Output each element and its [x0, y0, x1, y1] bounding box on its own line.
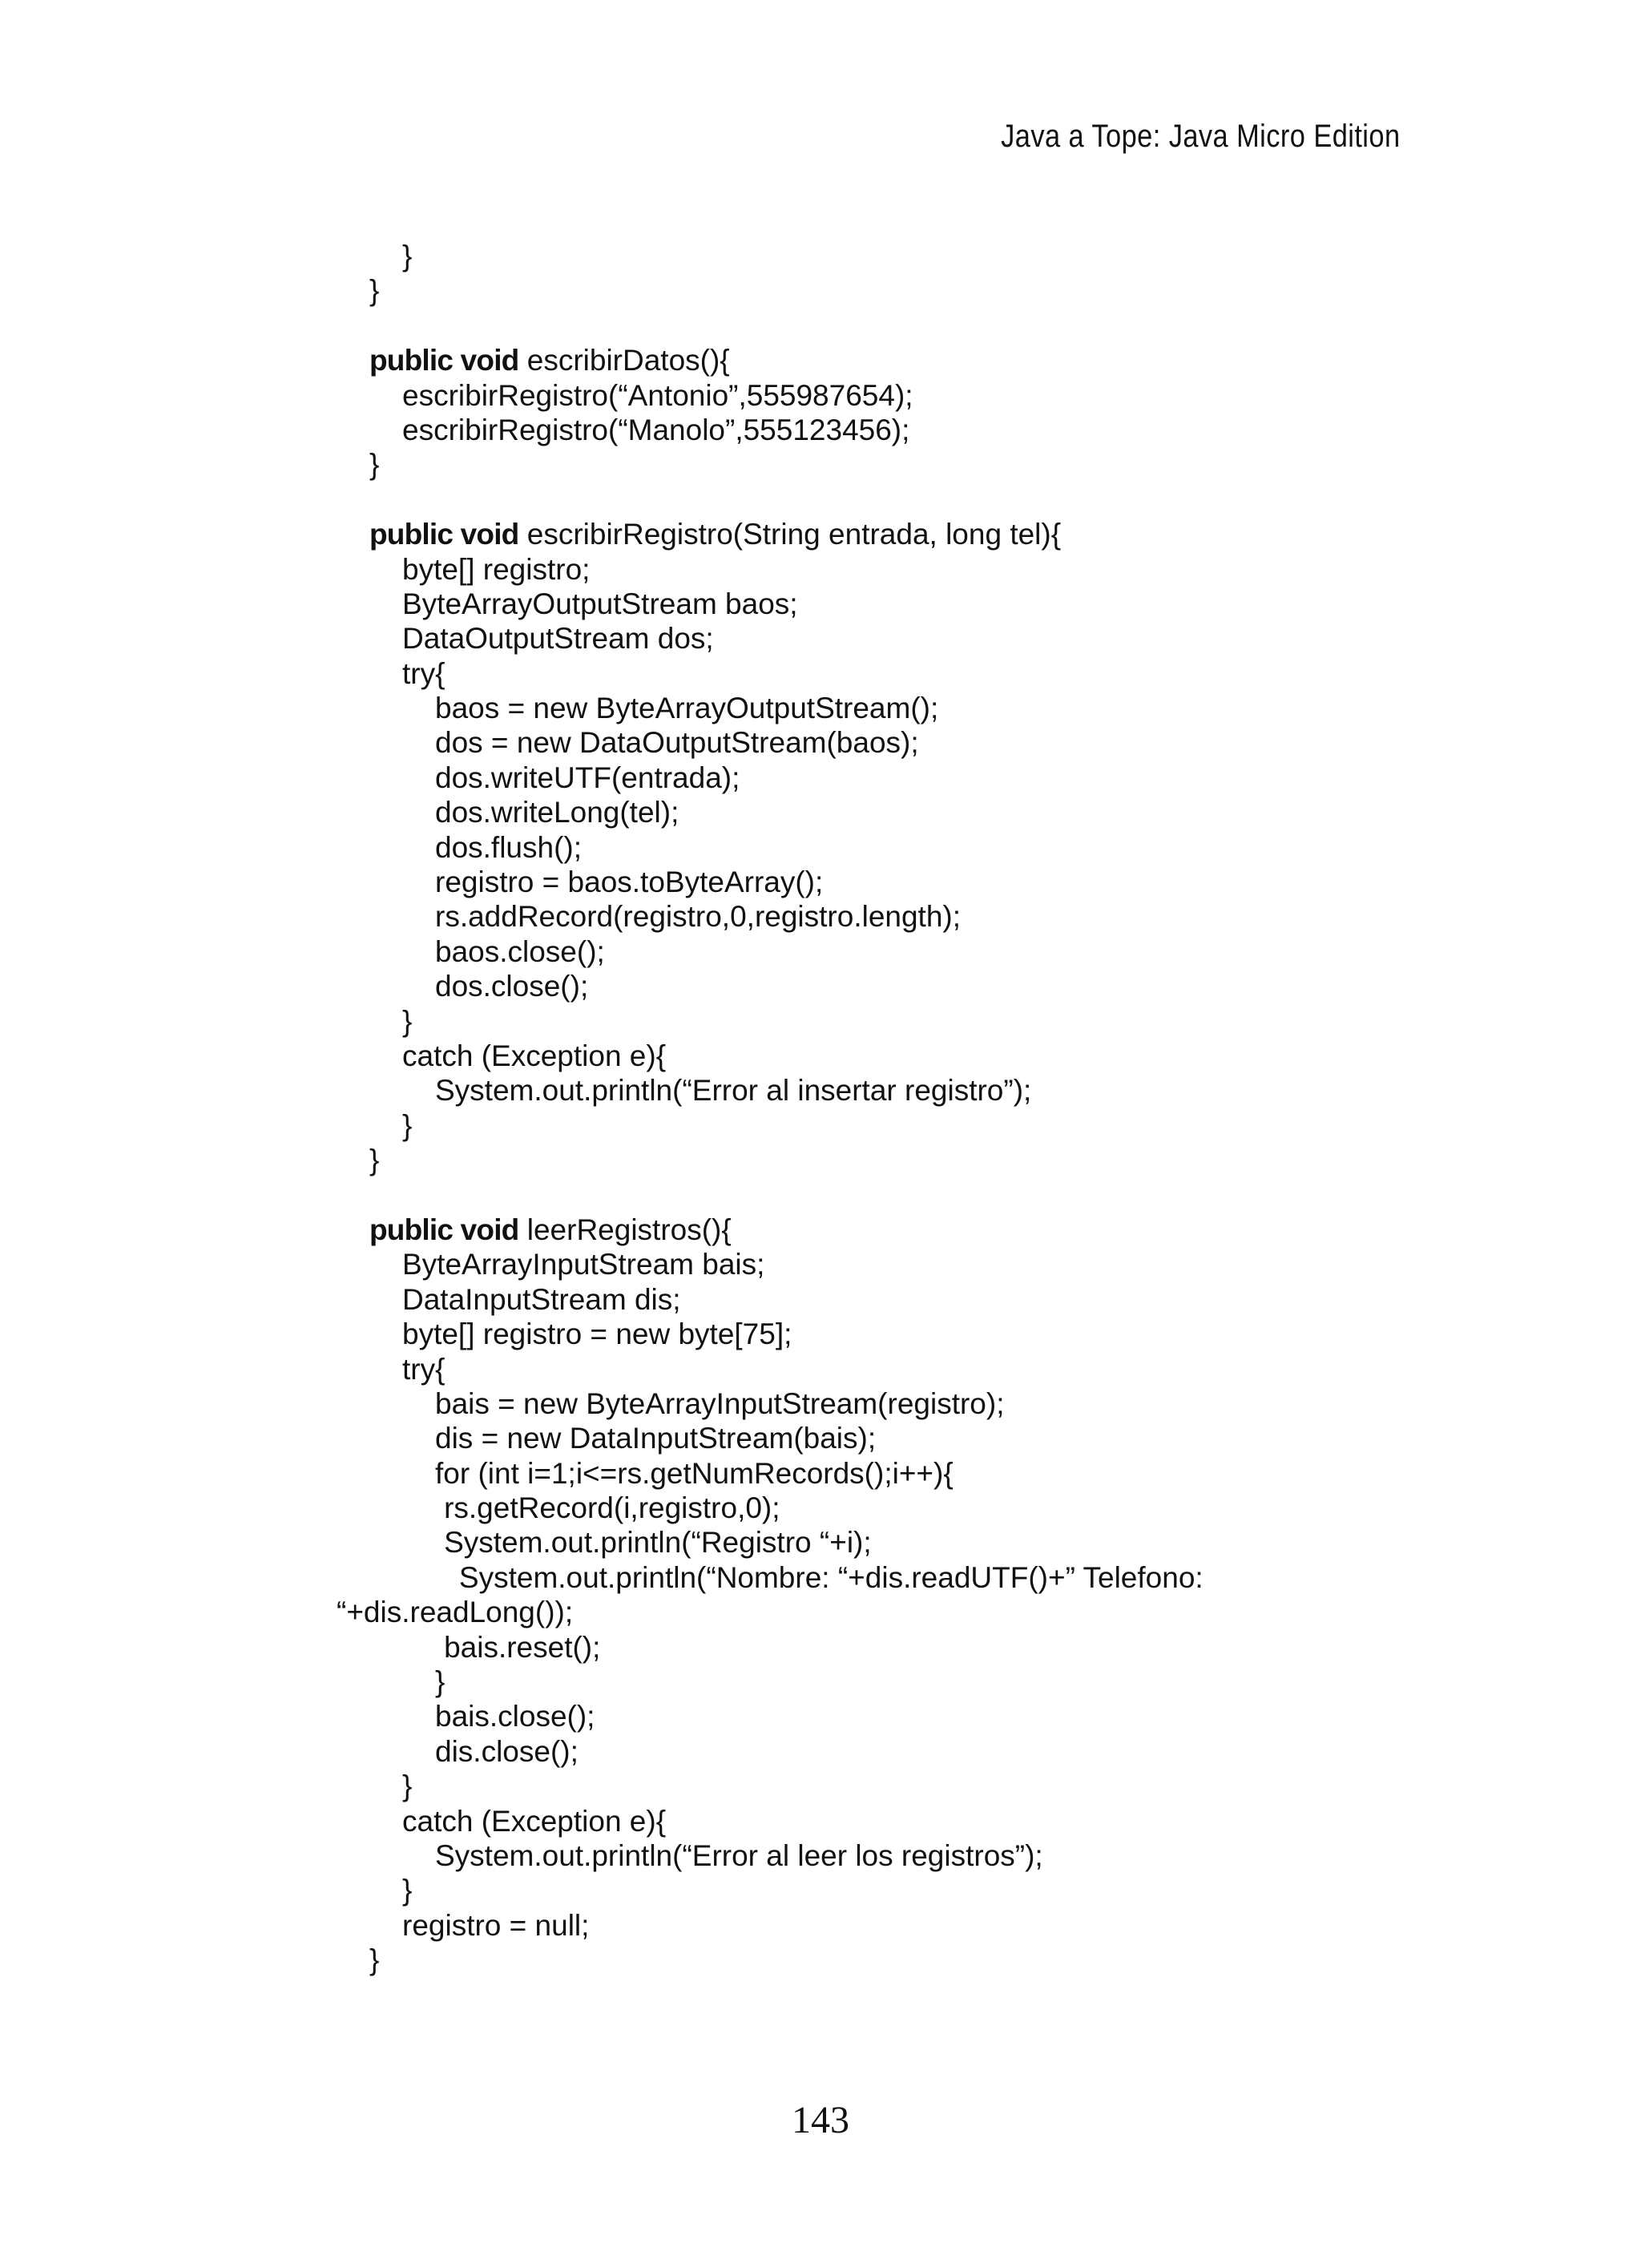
code-line	[337, 239, 1587, 273]
code-line	[337, 273, 1587, 308]
code-line	[337, 1630, 1587, 1665]
code-listing	[337, 239, 1587, 1978]
code-line	[337, 1421, 1587, 1455]
code-text: registro = null;	[402, 1908, 590, 1942]
code-line	[337, 1908, 1587, 1943]
code-line	[337, 1491, 1587, 1525]
code-line	[337, 1247, 1587, 1281]
code-text: escribirRegistro(“Manolo”,555123456);	[402, 413, 910, 446]
code-line	[337, 969, 1587, 1003]
code-text: DataInputStream dis;	[402, 1282, 681, 1316]
code-line	[337, 482, 1587, 517]
code-text: bais.reset();	[444, 1630, 601, 1664]
code-line	[337, 1665, 1587, 1699]
code-line	[337, 830, 1587, 865]
code-text: }	[402, 1108, 413, 1142]
code-line	[337, 1769, 1587, 1803]
code-line	[337, 1943, 1587, 1977]
code-text: }	[369, 1943, 380, 1977]
code-text: }	[402, 1004, 413, 1038]
code-text: baos = new ByteArrayOutputStream();	[435, 692, 939, 725]
code-text: baos.close();	[435, 934, 605, 968]
code-line	[337, 378, 1587, 413]
code-line	[337, 1317, 1587, 1351]
code-text: }	[435, 1665, 446, 1699]
code-text: ByteArrayInputStream bais;	[402, 1248, 765, 1281]
code-line	[337, 413, 1587, 447]
code-text: dos.flush();	[435, 830, 583, 864]
running-header: Java a Tope: Java Micro Edition	[1001, 119, 1401, 154]
code-text: bais.close();	[435, 1700, 595, 1733]
code-text: bais = new ByteArrayInputStream(registro);	[435, 1386, 1005, 1420]
code-line	[337, 865, 1587, 899]
code-text: }	[369, 448, 380, 482]
code-line	[337, 899, 1587, 934]
code-line	[337, 552, 1587, 587]
code-line	[337, 1004, 1587, 1039]
code-text: byte[] registro = new byte[75];	[402, 1318, 792, 1351]
code-line	[337, 447, 1587, 482]
code-text: }	[402, 240, 413, 272]
code-line	[337, 1525, 1587, 1560]
code-line	[337, 691, 1587, 725]
code-line	[337, 621, 1587, 656]
code-line	[337, 343, 1587, 377]
code-line	[337, 1282, 1587, 1317]
code-line	[337, 1734, 1587, 1769]
code-text: escribirRegistro(“Antonio”,555987654);	[402, 378, 913, 412]
code-text: dos = new DataOutputStream(baos);	[435, 726, 919, 760]
code-text: for (int i=1;i<=rs.getNumRecords();i++){	[435, 1456, 954, 1490]
code-line	[337, 1699, 1587, 1733]
code-line	[337, 795, 1587, 829]
code-line	[337, 1143, 1587, 1177]
code-text: dos.close();	[435, 970, 589, 1003]
code-line	[337, 934, 1587, 969]
code-line	[337, 1595, 1587, 1629]
code-text: try{	[402, 1352, 446, 1386]
code-line	[337, 1386, 1587, 1421]
code-text: registro = baos.toByteArray();	[435, 866, 824, 899]
code-line	[337, 1873, 1587, 1907]
code-line	[337, 1108, 1587, 1143]
code-text: System.out.println(“Nombre: “+dis.readUTF()+” Telefono:	[458, 1560, 1204, 1594]
code-text: rs.addRecord(registro,0,registro.length);	[435, 900, 962, 934]
code-text: System.out.println(“Error al insertar registro”);	[435, 1074, 1032, 1108]
code-line	[337, 761, 1587, 795]
code-text: dos.writeLong(tel);	[435, 796, 679, 829]
code-text: byte[] registro;	[402, 552, 591, 586]
code-line	[337, 1073, 1587, 1108]
code-text: ByteArrayOutputStream baos;	[402, 587, 798, 620]
code-text: }	[369, 1144, 380, 1177]
code-text: escribirDatos(){	[518, 344, 730, 377]
code-text: catch (Exception e){	[402, 1804, 667, 1838]
code-text: }	[402, 1874, 413, 1907]
code-line	[337, 1804, 1587, 1838]
code-text: System.out.println(“Error al leer los registros”);	[435, 1838, 1043, 1872]
code-text: catch (Exception e){	[402, 1039, 667, 1072]
code-keyword: public void	[369, 344, 519, 377]
code-text: dos.writeUTF(entrada);	[435, 761, 740, 794]
code-line	[337, 1178, 1587, 1213]
code-text: }	[369, 274, 380, 308]
code-line	[337, 1213, 1587, 1247]
code-line	[337, 1352, 1587, 1386]
page-number: 143	[792, 2099, 849, 2141]
code-line	[337, 1560, 1587, 1595]
code-line	[337, 517, 1587, 551]
code-keyword: public void	[369, 518, 519, 551]
code-line	[337, 656, 1587, 691]
code-line	[337, 725, 1587, 760]
code-line	[337, 1039, 1587, 1073]
code-text: escribirRegistro(String entrada, long tel){	[518, 518, 1062, 551]
code-text: System.out.println(“Registro “+i);	[444, 1526, 872, 1560]
code-line	[337, 309, 1587, 343]
code-keyword: public void	[369, 1213, 519, 1246]
code-text: “+dis.readLong());	[337, 1596, 574, 1629]
code-text: }	[402, 1770, 413, 1803]
code-text: leerRegistros(){	[518, 1213, 732, 1246]
code-text: dis.close();	[435, 1734, 579, 1768]
code-text: rs.getRecord(i,registro,0);	[444, 1491, 780, 1525]
code-text: dis = new DataInputStream(bais);	[435, 1422, 877, 1455]
code-line	[337, 1456, 1587, 1491]
code-text: try{	[402, 656, 446, 690]
code-line	[337, 1838, 1587, 1873]
code-line	[337, 587, 1587, 621]
code-text: DataOutputStream dos;	[402, 622, 714, 656]
